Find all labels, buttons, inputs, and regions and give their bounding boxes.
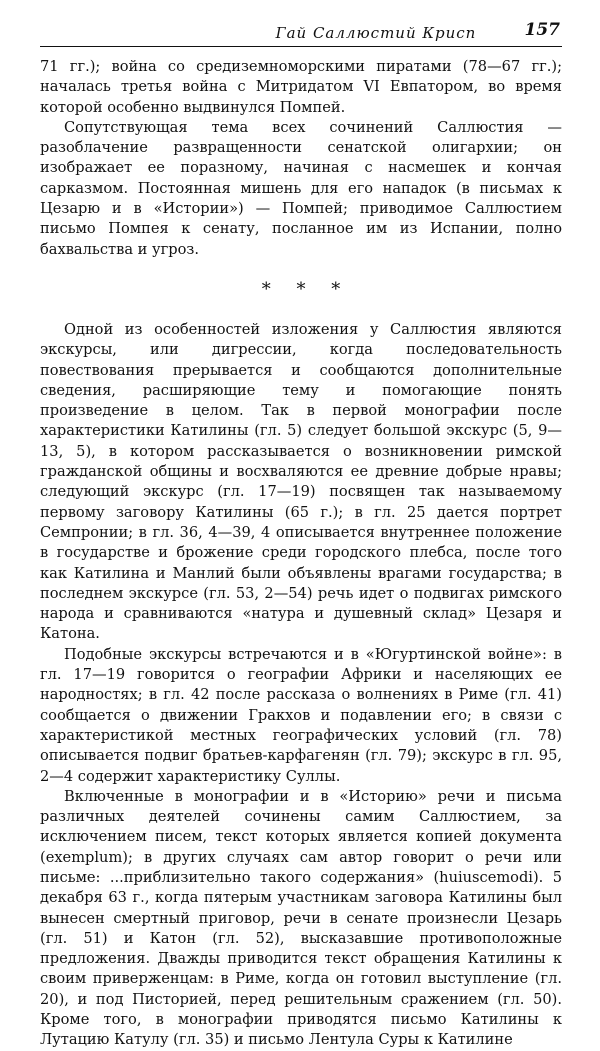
body-text xyxy=(40,57,562,1051)
paragraph: Включенные в монографии и в «Историю» речи и письма различных деятелей сочинены самим Саллюстием, за исключением писем, текст которых является копией документа (exemplum); в других случаях сам автор говорит о речи или письме: ...приблизительно такого содержания» (huiuscemodi). 5 декабря 63 г., когда пятерым участникам заговора Катилины был вынесен смертный приговор, речи в сенате произнесли Цезарь (гл. 51) и Катон (гл. 52), высказавшие противоположные предложения. Дважды приводится текст обращения Катилины к своим приверженцам: в Риме, когда он готовил выступление (гл. 20), и под Писторией, перед решительным сражением (гл. 50). Кроме того, в монографии приводятся письмо Катилины к Лутацию Катулу (гл. 35) и письмо Лентула Суры к Катилине xyxy=(40,787,562,1049)
running-head xyxy=(40,20,562,47)
paragraph-continued: 71 гг.); война со средиземноморскими пиратами (78—67 гг.); началась третья война с Митридатом VI Евпатором, во время которой особенно выдвинулся Помпей. xyxy=(40,58,562,116)
section-separator: * * * xyxy=(261,278,351,300)
page-number: 157 xyxy=(524,20,560,40)
running-title: Гай Саллюстий Крисп xyxy=(275,24,477,42)
paragraph: Сопутствующая тема всех сочинений Саллюстия — разоблачение развращенности сенатской олигархии; он изображает ее поразному, начиная с насмешек и кончая сарказмом. Постоянная мишень для его нападок (в письмах к Цезарю и в «Истории») — Помпей; приводимое Саллюстием письмо Помпея к сенату, посланное им из Испании, полно бахвальства и угроз. xyxy=(40,118,562,258)
paragraph: Подобные экскурсы встречаются и в «Югуртинской войне»: в гл. 17—19 говорится о географии Африки и населяющих ее народностях; в гл. 42 после рассказа о волнениях в Риме (гл. 41) сообщается о движении Гракхов и подавлении его; в связи с характеристикой местных географических условий (гл. 78) описывается подвиг братьев-карфагенян (гл. 79); экскурс в гл. 95, 2—4 содержит характеристику Суллы. xyxy=(40,645,562,785)
book-page xyxy=(40,20,562,1051)
paragraph: Одной из особенностей изложения у Саллюстия являются экскурсы, или дигрессии, когда последовательность повествования прерывается и сообщаются дополнительные сведения, расширяющие тему и помогающие понять произведение в целом. Так в первой монографии после характеристики Катилины (гл. 5) следует большой экскурс (5, 9—13, 5), в котором рассказывается о возникновении римской гражданской общины и восхваляются ее древние добрые нравы; следующий экскурс (гл. 17—19) посвящен так называемому первому заговору Катилины (65 г.); в гл. 25 дается портрет Семпронии; в гл. 36, 4—39, 4 описывается внутреннее положение в государстве и брожение среди городского плебса, после того как Катилина и Манлий были объявлены врагами государства; в последнем экскурсе (гл. 53, 2—54) речь идет о подвигах римского народа и сравниваются «натура и душевный склад» Цезаря и Катона. xyxy=(40,320,562,643)
